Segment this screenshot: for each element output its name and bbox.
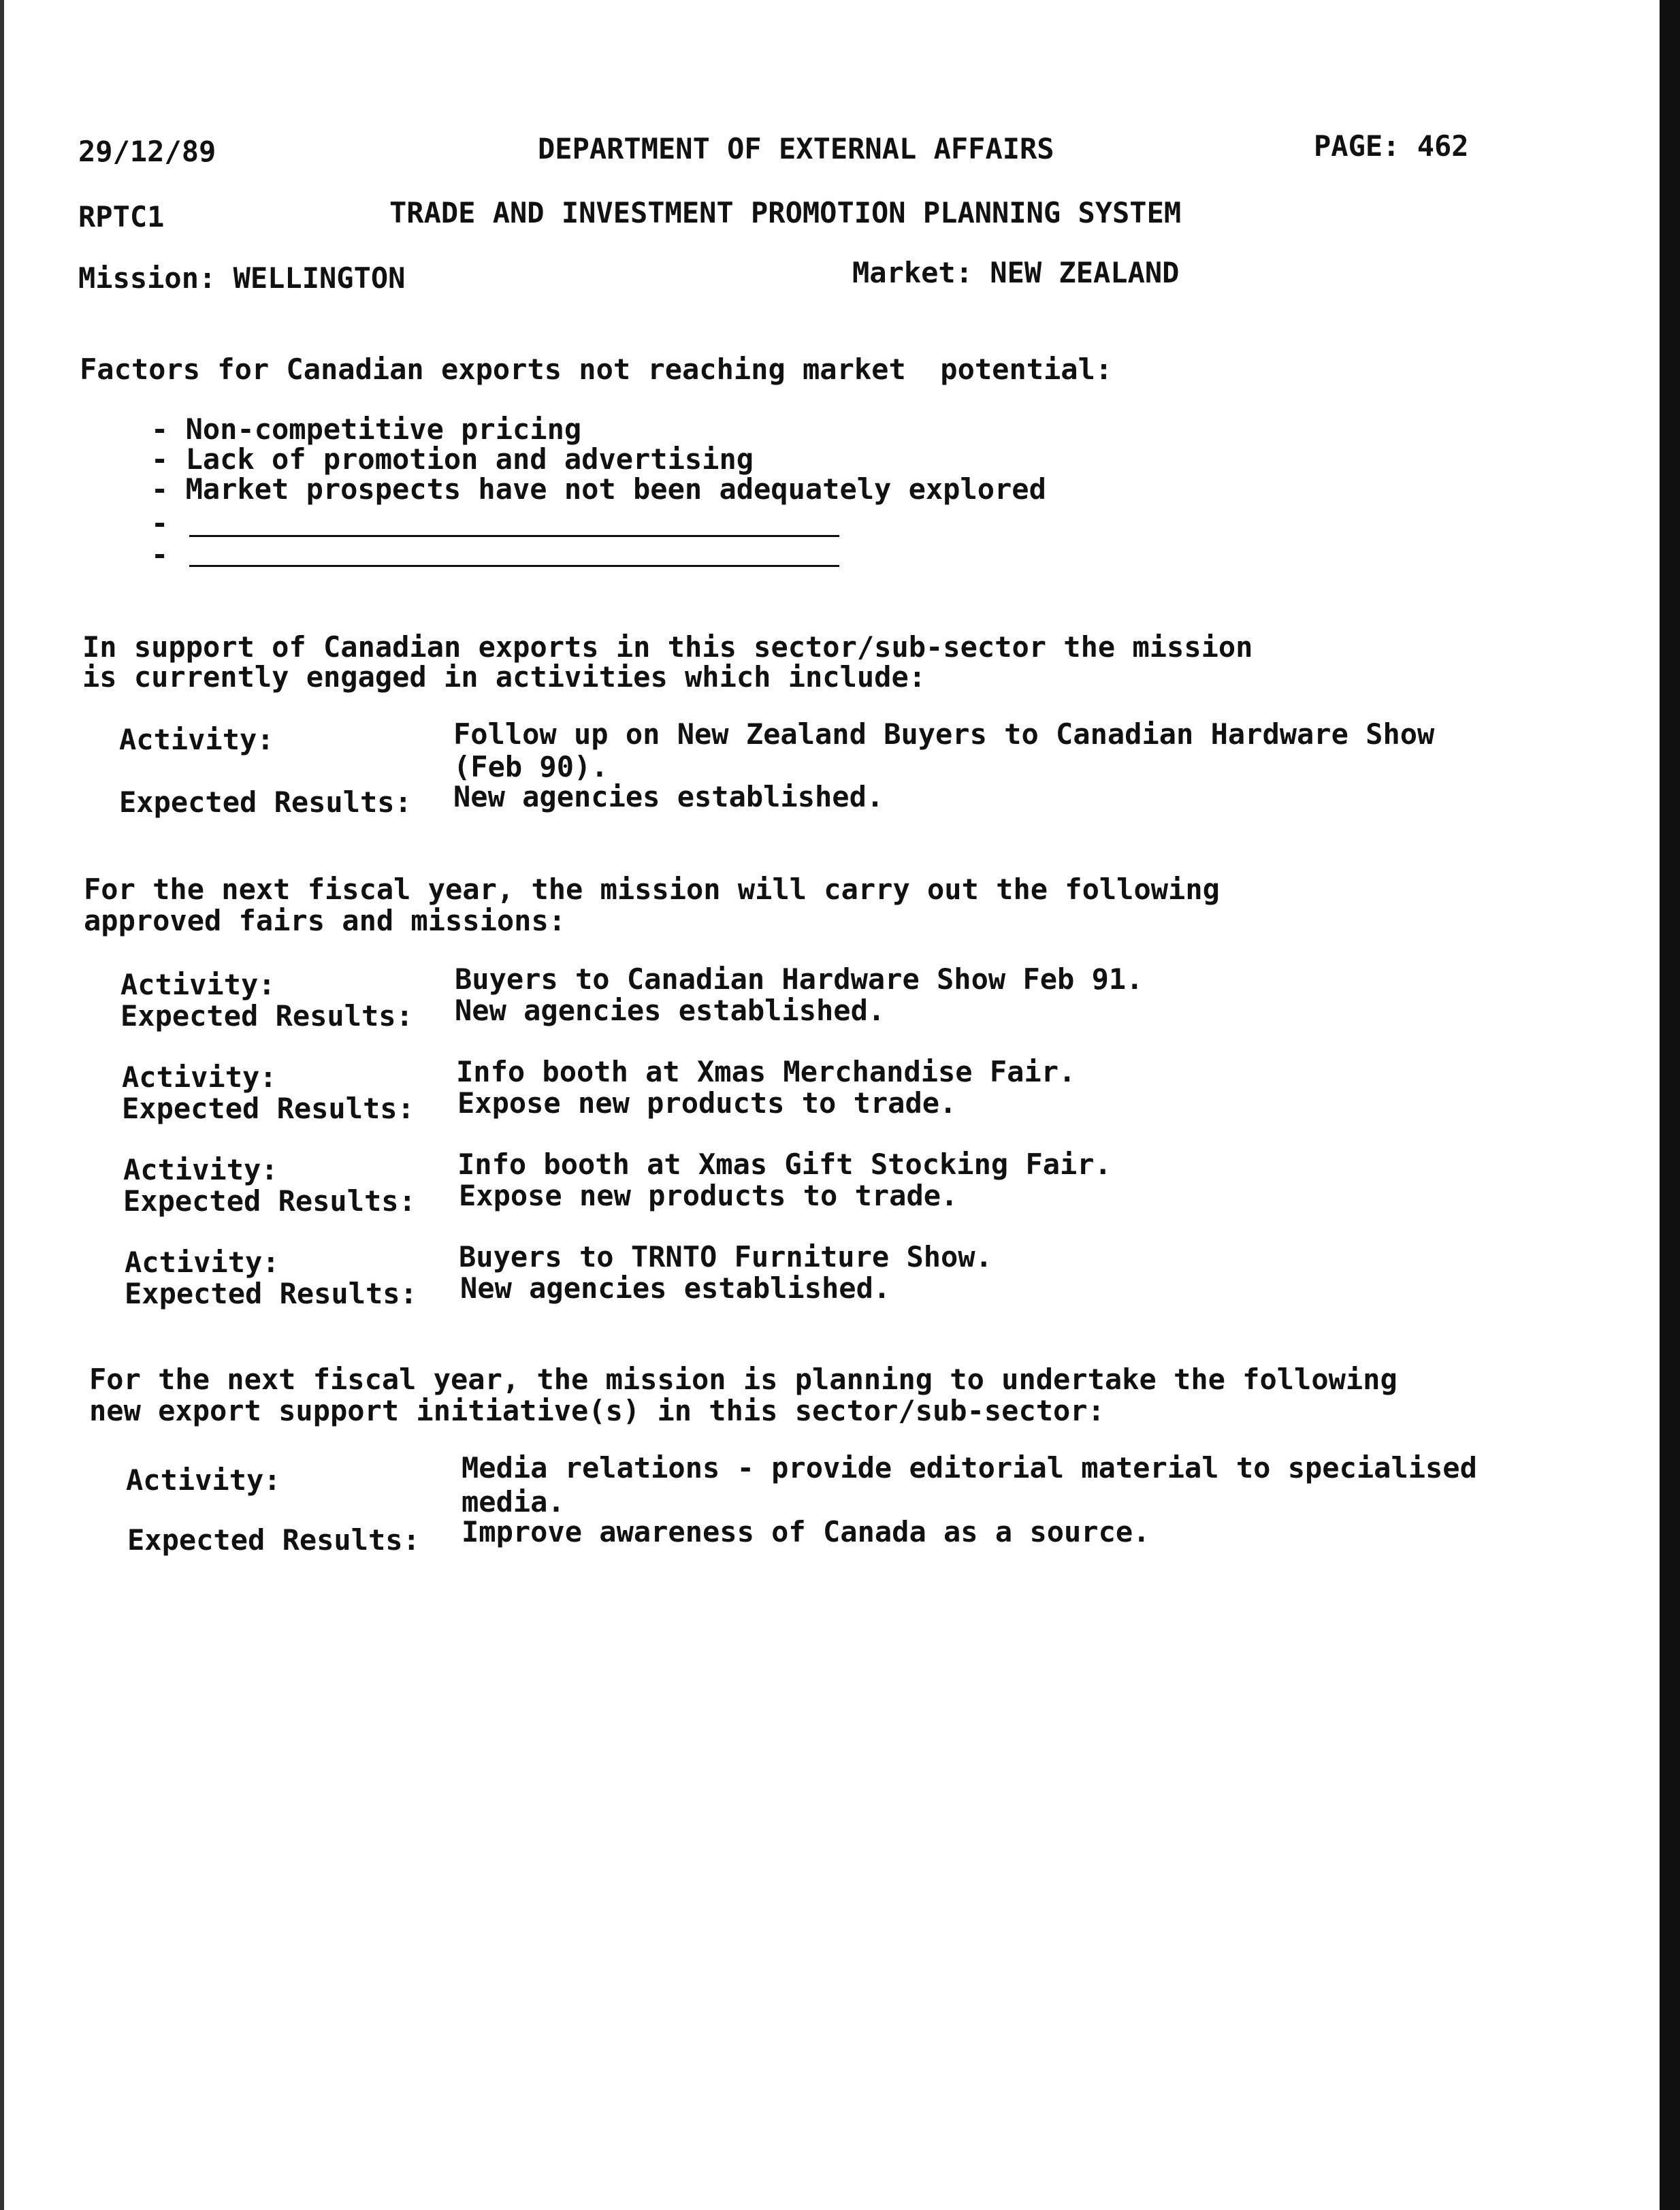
expected-results-text: New agencies established. — [455, 994, 886, 1027]
expected-results-label: Expected Results: — [127, 1523, 420, 1557]
activity-label: Activity: — [125, 1246, 280, 1279]
expected-results-label: Expected Results: — [123, 1184, 416, 1218]
blank-underline — [189, 565, 839, 567]
activity-text: Info booth at Xmas Gift Stocking Fair. — [457, 1148, 1112, 1181]
expected-results-text: New agencies established. — [453, 780, 884, 813]
activity-text-cont: media. — [462, 1485, 565, 1518]
activity-text: Buyers to TRNTO Furniture Show. — [459, 1240, 992, 1273]
current-heading-line2: is currently engaged in activities which include: — [82, 660, 926, 694]
expected-results-text: New agencies established. — [460, 1271, 891, 1305]
approved-heading-line1: For the next fiscal year, the mission will carry out the following — [84, 873, 1220, 906]
activity-text: Info booth at Xmas Merchandise Fair. — [456, 1055, 1076, 1088]
factor-item: - Non-competitive pricing — [151, 412, 582, 446]
expected-results-label: Expected Results: — [120, 999, 413, 1033]
current-heading-line1: In support of Canadian exports in this sector/sub-sector the mission — [82, 630, 1253, 664]
activity-text: Follow up on New Zealand Buyers to Canadian Hardware Show — [453, 717, 1435, 751]
activity-label: Activity: — [122, 1060, 277, 1094]
system-title: TRADE AND INVESTMENT PROMOTION PLANNING SYSTEM — [389, 196, 1182, 229]
activity-label: Activity: — [119, 723, 274, 756]
report-date: 29/12/89 — [78, 135, 216, 168]
expected-results-label: Expected Results: — [122, 1092, 415, 1125]
activity-text: Media relations - provide editorial material to specialised — [462, 1451, 1477, 1484]
factor-item-blank: - — [151, 506, 169, 540]
approved-heading-line2: approved fairs and missions: — [84, 904, 566, 937]
expected-results-text: Expose new products to trade. — [457, 1086, 957, 1120]
mission-label: Mission: WELLINGTON — [78, 261, 406, 295]
market-label: Market: NEW ZEALAND — [852, 256, 1180, 289]
blank-underline — [189, 535, 839, 537]
scan-right-edge — [1660, 0, 1680, 2210]
report-code: RPTC1 — [78, 200, 165, 233]
activity-text: Buyers to Canadian Hardware Show Feb 91. — [455, 962, 1144, 996]
factor-item-blank: - — [151, 538, 169, 571]
activity-label: Activity: — [123, 1153, 278, 1186]
factor-item: - Market prospects have not been adequately explored — [151, 472, 1046, 506]
expected-results-label: Expected Results: — [119, 785, 412, 819]
planned-heading-line2: new export support initiative(s) in this sector/sub-sector: — [89, 1394, 1105, 1427]
activity-label: Activity: — [120, 968, 276, 1001]
scan-left-edge — [0, 0, 4, 2210]
activity-text-cont: (Feb 90). — [453, 750, 609, 783]
planned-heading-line1: For the next fiscal year, the mission is planning to undertake the following — [89, 1363, 1398, 1396]
page-number: PAGE: 462 — [1314, 129, 1469, 163]
expected-results-text: Improve awareness of Canada as a source. — [462, 1515, 1150, 1548]
expected-results-text: Expose new products to trade. — [459, 1179, 958, 1212]
department-title: DEPARTMENT OF EXTERNAL AFFAIRS — [538, 132, 1054, 165]
activity-label: Activity: — [126, 1463, 281, 1497]
expected-results-label: Expected Results: — [125, 1277, 417, 1310]
factor-item: - Lack of promotion and advertising — [151, 442, 754, 476]
factors-heading: Factors for Canadian exports not reaching market potential: — [80, 353, 1113, 386]
